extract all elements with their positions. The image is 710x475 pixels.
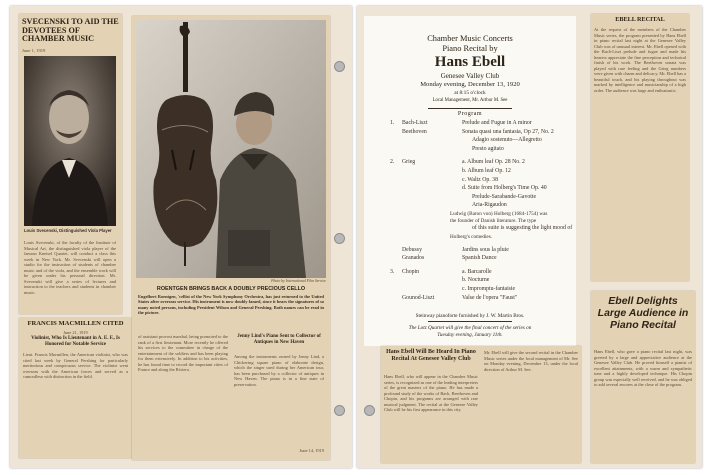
program-date: Monday evening, December 13, 1920 [420,81,520,88]
large-audience-clipping [591,291,695,463]
binder-hole [334,405,345,416]
ebell-heard-clipping [381,346,581,463]
program-item-work: d. Suite from Holberg's Time Op. 40 [462,185,547,192]
program-item-composer: Gounod-Liszt [402,294,435,301]
program-item-work: Prelude-Sarabande-Gavotte [472,193,537,200]
program-item-composer: Debussy [402,246,422,253]
right-scrapbook-page [357,6,702,468]
binder-hole [334,61,345,72]
program-title: Piano Recital by [442,44,498,53]
svecenski-headline: SVECENSKI TO AID THE DEVOTEES OF CHAMBER MUSIC [22,17,119,44]
program-item-number: 2. [390,159,395,166]
program-item-work: Presto agitato [472,145,504,152]
macmillen-article: Lieut. Francis Macmillen, the American violinist, who was cited last week by General Pershing for particularly meritorious and conspicuous service. The violinist went overseas with the American forces and served as a camoufleur with distinction in the field. [23,352,128,379]
program-item [364,129,576,137]
program-item [364,225,576,233]
program-item [364,177,576,185]
photo-credit: Photo by International Film Service [271,279,326,283]
program-management: Local Management, Mr. Arthur M. See [432,98,508,103]
program-item-work: Sonata quasi una fantasia, Op 27, No. 2 [462,128,554,135]
program-time: at 8:15 o'clock [454,90,486,96]
program-item-work: Adagio sostenuto—Allegretto [472,137,542,144]
ebell-heard-headline: Hans Ebell Will Be Heard In Piano Recital At Genesee Valley Club [386,349,476,362]
program-item-work: Ludwig (Baron von) Holberg (1684-1754) was [450,211,548,217]
roentgen-caption-title: ROENTGEN BRINGS BACK A DOUBLY PRECIOUS CELLO [156,286,306,292]
program-item-work: Holberg's comedies. [450,233,493,240]
program-item [364,137,576,145]
program-rule [428,108,512,109]
program-item [364,286,576,294]
ebell-recital-article: At the request of the members of the Chamber Music series, the program presented by Hans Ebell in piano recital last night at the Genesee Valley Club was of unusual interest. Mr. Ebell opened with the Bach-Liszt prelude and fugue and made his hearers appreciate the fine perception and technical finish of his work. The Beethoven sonata was played with rare feeling and the Grieg numbers were given with charm and delicacy. Mr. Ebell has a beautiful touch, and his playing throughout was marked by intelligence and musicianship of a high order. The audience was large and enthusiastic. [594,27,686,93]
roentgen-date: June 14, 1919 [299,448,324,453]
roentgen-caption-body: Engelbert Roentgen, 'cellist of the New York Symphony Orchestra, has just returned to the United States after overseas service. His instrument is now doubly famed, since it bears the signatures of so many noted persons, including President Wilson and General Pershing. Both names can be read in the picture. [138,294,324,316]
program-item-composer: Chopin [402,268,420,275]
program-item-work: b. Nocturne [462,277,490,284]
program-item [364,247,576,255]
program-item [364,234,576,242]
program-item-work: c. Impromptu-fantaisie [462,286,516,292]
program-item-work: Spanish Dance [462,255,497,262]
program-item-composer: Bach-Liszt [402,120,428,126]
piano-note: Steinway pianoforte furnished by J. W. Martin Bros. [415,313,525,319]
program-footer-2: Tuesday evening, January 11th. [437,332,503,338]
program-item [364,120,576,128]
svecenski-date: June 1, 1919 [22,48,46,53]
jenny-lind-subhead: Jenny Lind's Piano Sent to Collector of Antiques in New Haven [237,334,321,345]
program-item [364,159,576,167]
roentgen-cello-photo [136,20,326,278]
macmillen-headline: FRANCIS MACMILLEN CITED [27,320,124,327]
program-performer: Hans Ebell [434,54,506,70]
program-item-composer: Grieg [402,159,416,166]
binder-hole [334,233,345,244]
ebell-heard-article-right: Mr. Ebell will give the second recital in the Chamber Music series under the local management of Mr. See on Monday evening, December 13, under the local direction of Arthur M. See. [484,350,578,372]
portrait-photo [24,56,116,226]
program-item-work: b. Album leaf Op. 12 [462,168,511,174]
program-item [364,168,576,176]
large-audience-headline: Ebell Delights Large Audience in Piano Recital [597,295,689,331]
program-item [364,255,576,263]
concert-program [364,16,576,346]
program-series: Chamber Music Concerts [427,34,513,43]
program-item-work: Prelude and Fugue in A minor [462,120,532,126]
macmillen-date: June 21, 1919 [63,330,88,335]
program-item-work: a. Barcarolle [462,268,492,275]
large-audience-article: Hans Ebell, who gave a piano recital last night, was greeted by a large and appreciative audience at the Genesee Valley Club. He proved himself a pianist of excellent attainments, with a warm and sympathetic tone and a highly developed technique. His Chopin group was especially well received, and he was obliged to add several encores at the close of the program. [594,349,692,387]
roentgen-article-left: of assistant provost marshal, being promoted to the rank of a first lieutenant. More recently he offered his services to the committee in charge of the entertainment of the soldiers and has been playing for them extensively. In addition to his activities, he has found time to record the important cities of France and along the Riviera. [138,334,228,372]
program-item-work: Jardins sous la pluie [462,246,509,253]
binder-hole [364,405,375,416]
program-heading: Program [457,111,483,117]
program-item [364,146,576,154]
program-item-work: the founder of Danish literature. The type [450,218,537,224]
program-item [364,295,576,303]
program-item [364,194,576,202]
macmillen-clipping [19,318,132,458]
program-item-work: a. Album leaf Op. 28 No. 2 [462,159,525,166]
svecenski-article: Louis Svecenski, of the faculty of the Institute of Musical Art, the distinguished viola player of the famous Kneisel Quartet, will conduct a class this week in New York. Mr. Svecenski will open a studio for the instruction of students of chamber music and of the viola, and the ensemble work will be given under his personal direction. Mr. Svecenski will give a series of lectures and instruction to the teachers and students in chamber music. [24,240,116,295]
cello-photo [136,20,326,278]
ebell-recital-clipping [591,14,689,281]
portrait-svecenski [24,56,116,226]
svecenski-clipping [19,14,122,314]
ebell-heard-article-left: Hans Ebell, who will appear in the Chamber Music series, is recognized as one of the leading interpreters of the great masters of the piano. He has made a profound study of the works of Bach, Beethoven and Chopin, and his programs are arranged with rare musical judgment. The recital at the Genesee Valley Club will be his first appearance in this city. [384,374,478,412]
roentgen-article-right: Among the instruments owned by Jenny Lind, a Chickering square piano of elaborate design, which the singer used during her American tour, has been purchased by a collector of antiques in New Haven. The piano is in a fine state of preservation. [234,354,324,387]
program-item [364,269,576,277]
program-item-work: c. Waltz Op. 38 [462,176,498,183]
program-item-composer: Beethoven [402,128,427,135]
program-rule-bottom [428,321,512,322]
program-item-work: of this suite is suggesting the light mood of [472,225,573,231]
program-item [364,185,576,193]
program-venue: Genesee Valley Club [440,72,500,80]
program-item-work: Aria-Rigaudon [472,202,507,209]
program-item-composer: Granados [402,255,425,262]
program-item-work: Valse de l'opera "Faust" [462,294,518,301]
left-scrapbook-page [10,6,352,468]
portrait-caption: Louis Svecenski, Distinguished Viola Player [24,228,112,233]
program-item [364,277,576,285]
macmillen-subhead: Violinist, Who Is Lieutenant in A. E. F., Is Honored for Notable Service [31,336,120,347]
program-footer-1: The Lotz Quartet will give the final concert of the series on [408,325,532,331]
program-item [364,202,576,210]
ebell-recital-headline: EBELL RECITAL [615,16,665,23]
program-item-number: 3. [390,268,395,275]
program-item-number: 1. [390,120,395,126]
roentgen-clipping [132,16,330,460]
